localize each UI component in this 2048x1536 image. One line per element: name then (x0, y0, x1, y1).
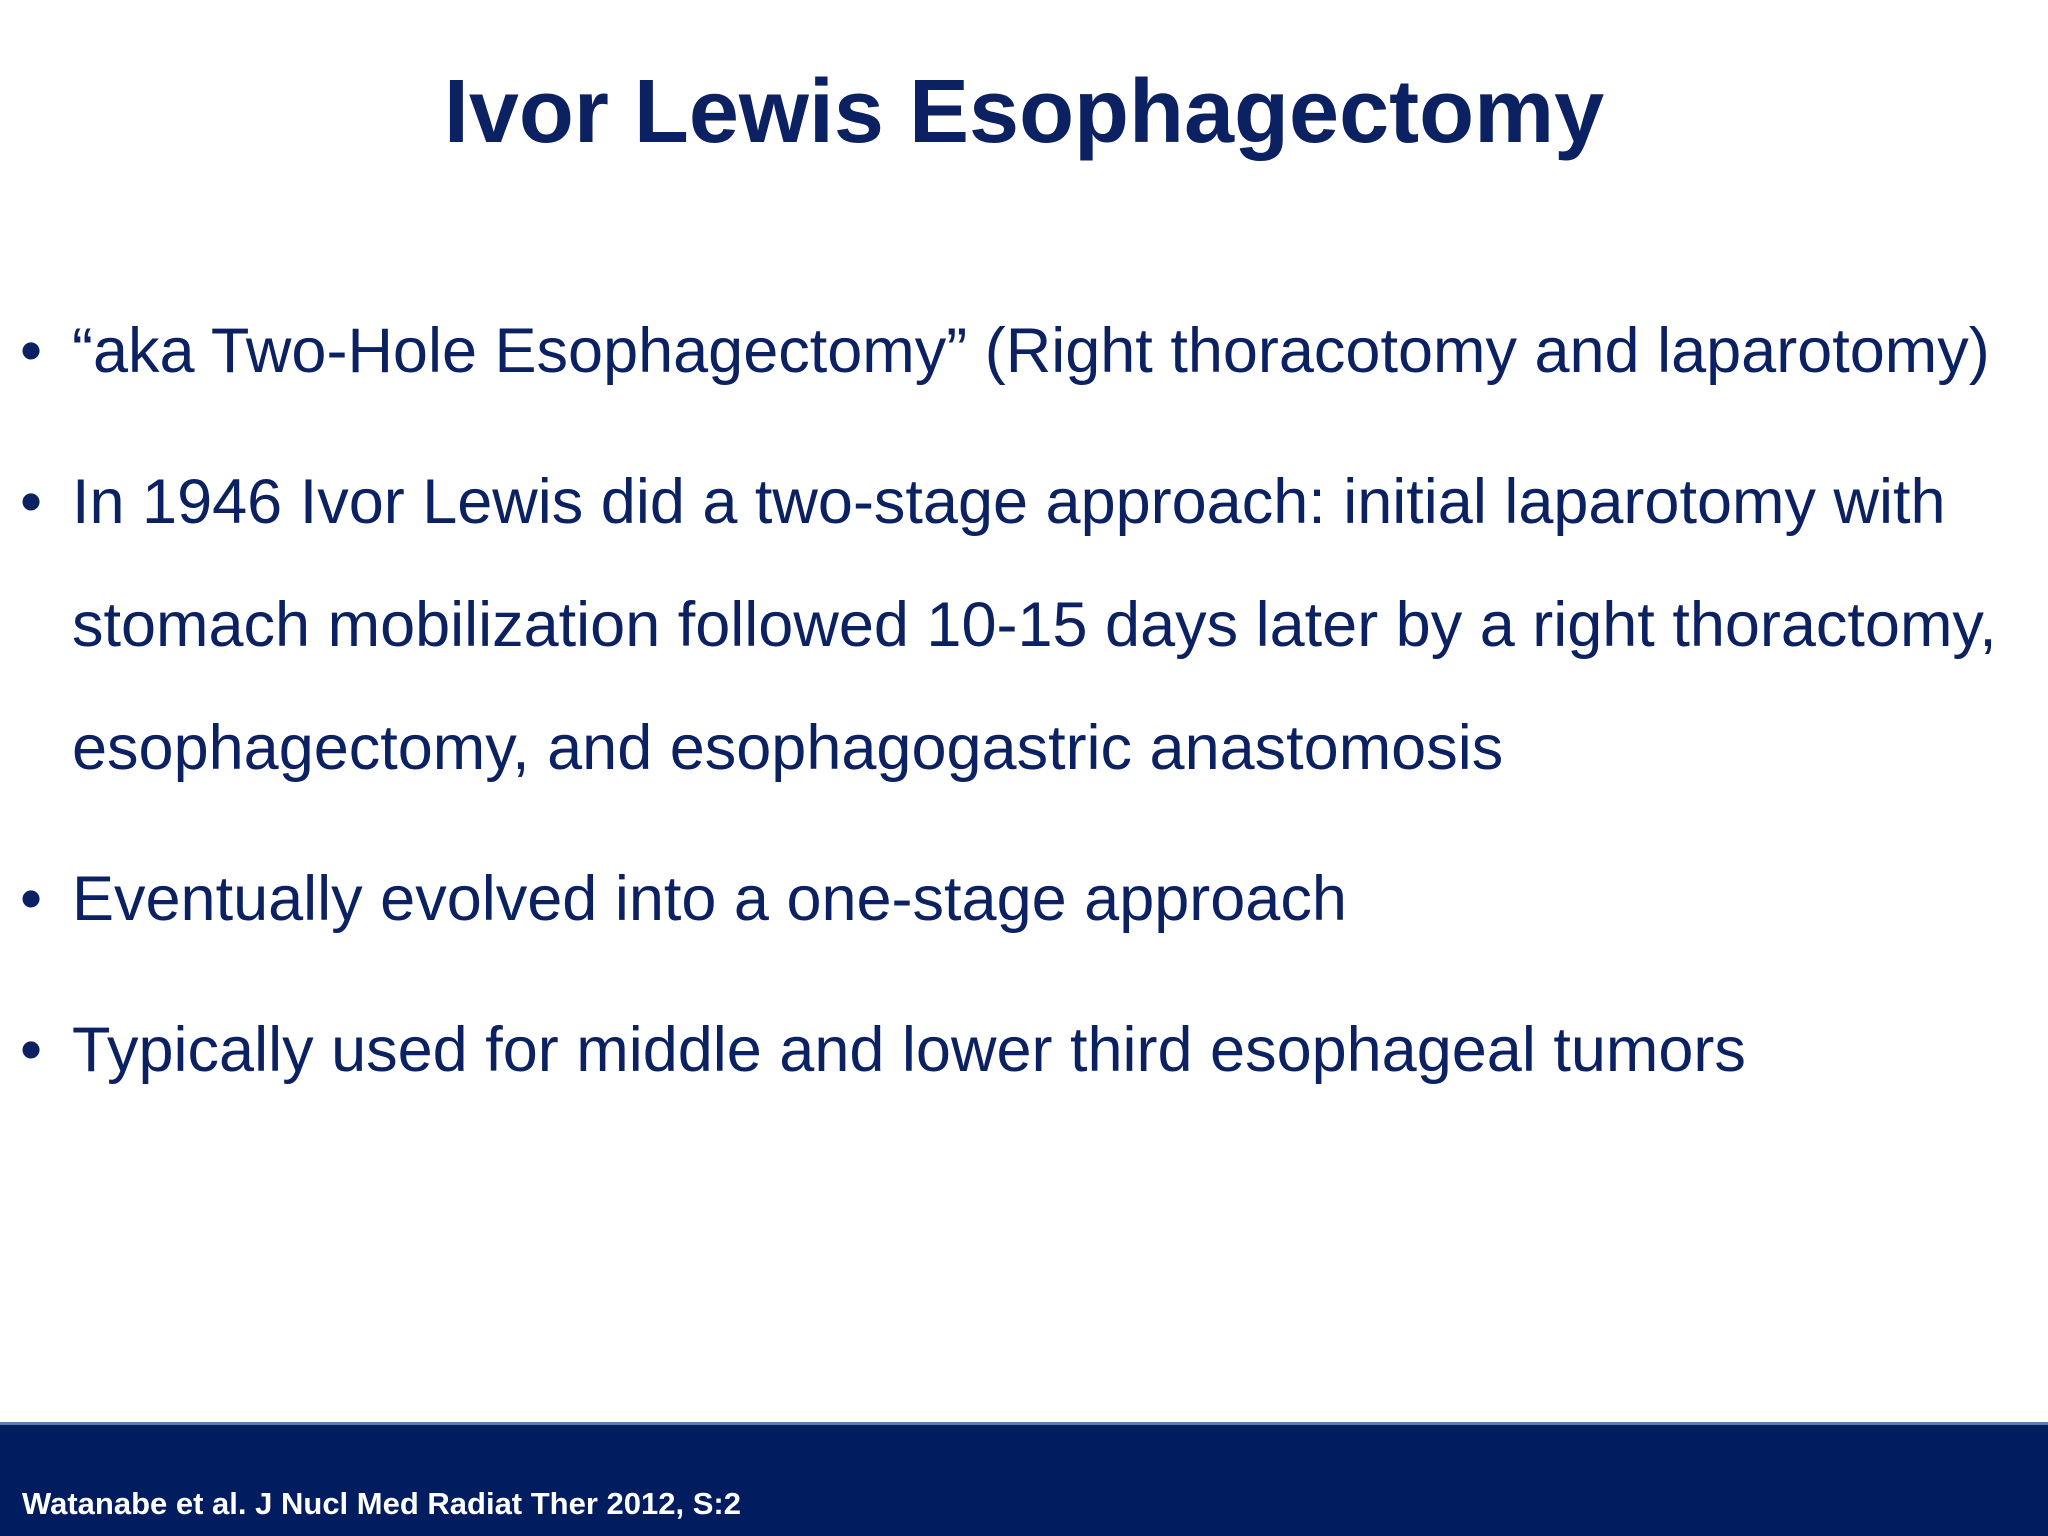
bullet-dot-icon: • (20, 1015, 43, 1085)
footer-citation: Watanabe et al. J Nucl Med Radiat Ther 2012, S:2 (22, 1486, 741, 1521)
bullet-text: Eventually evolved into a one-stage approach (72, 864, 1347, 934)
bullet-text: Typically used for middle and lower third esophageal tumors (72, 1015, 1746, 1085)
bullet-text: “aka Two-Hole Esophagectomy” (Right thoracotomy and laparotomy) (72, 316, 1990, 386)
bullet-list (0, 290, 2048, 1140)
bullet-dot-icon: • (20, 467, 43, 537)
bullet-dot-icon: • (20, 316, 43, 386)
bullet-item (0, 290, 2048, 413)
bullet-item (0, 989, 2048, 1112)
footer-bar (0, 1422, 2048, 1536)
bullet-item (0, 441, 2048, 810)
slide-title: Ivor Lewis Esophagectomy (443, 62, 1605, 162)
bullet-item (0, 838, 2048, 961)
bullet-text: In 1946 Ivor Lewis did a two-stage approach: initial laparotomy with stomach mobilization followed 10-15 days later by a right thoractomy, esophagectomy, and esophagogastric anastomosis (72, 467, 1997, 783)
bullet-dot-icon: • (20, 864, 43, 934)
